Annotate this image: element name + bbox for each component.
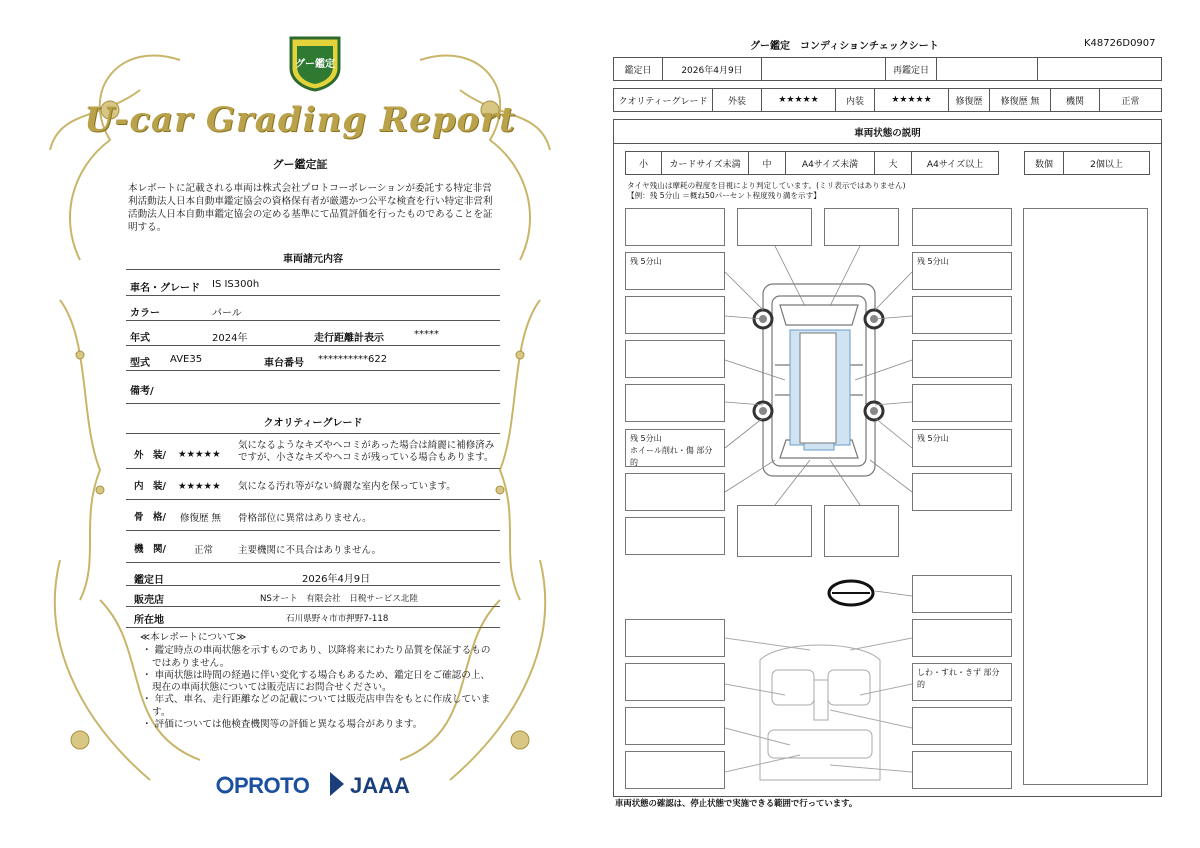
grade-label: 骨 格/ — [134, 512, 166, 523]
grade-desc: 気になるようなキズやヘコミがあった場合は綺麗に補修済みですが、小さなキズやヘコミが残っている場合もあります。 — [238, 440, 495, 463]
grade-value: ★★★★★ — [178, 481, 221, 492]
grade-row-exterior — [126, 436, 500, 469]
grade-desc: 骨格部位に異常はありません。 — [238, 513, 372, 524]
annotation-text: ホイール削れ・傷 部分的 — [630, 446, 713, 467]
spec-label: 備考/ — [130, 386, 154, 397]
legend-count: 数個 — [1024, 151, 1064, 175]
date-value-cell: 2026年4月9日 — [662, 57, 762, 81]
info-row-address — [126, 608, 500, 628]
grade-row-frame — [126, 501, 500, 531]
spec-row-name — [126, 272, 500, 296]
spec-row-year — [126, 322, 500, 346]
info-label: 鑑定日 — [134, 575, 164, 586]
interior-value: ★★★★★ — [874, 88, 949, 112]
note-item: ・ 評価については他検査機関等の評価と異なる場合があります。 — [142, 719, 423, 731]
spec-value: パール — [212, 308, 242, 319]
annotation-text: 残 5分山 — [917, 434, 949, 443]
annotation-text: 残 5分山 — [917, 257, 949, 266]
spec-value: **********622 — [318, 354, 388, 365]
footer-note: 車両状態の確認は、停止状態で実施できる範囲で行っています。 — [615, 798, 858, 808]
repair-history-value: 修復歴 無 — [989, 88, 1051, 112]
annotation-text: 残 5分山 — [630, 434, 662, 443]
recheck-label-cell: 再鑑定日 — [885, 57, 937, 81]
spec-value: AVE35 — [170, 354, 203, 365]
section-title: 車両状態の説明 — [613, 119, 1162, 144]
exterior-label: 外装 — [712, 88, 762, 112]
annotation-text: 残 5分山 — [630, 257, 662, 266]
badge-label: グー鑑定 — [295, 59, 335, 70]
info-row-date — [126, 565, 500, 586]
legend-small-desc: カードサイズ未満 — [661, 151, 749, 175]
legend-count-desc: 2個以上 — [1063, 151, 1150, 175]
spec-row-color — [126, 297, 500, 321]
legend-medium-desc: A4サイズ未満 — [785, 151, 875, 175]
report-code: K48726D0907 — [1084, 38, 1156, 49]
divider — [126, 269, 500, 270]
divider — [126, 433, 500, 434]
spec-value: ***** — [414, 329, 439, 340]
quality-grade-label: クオリティーグレード — [613, 88, 713, 112]
spec-label: カラー — [130, 308, 160, 319]
legend-small: 小 — [625, 151, 662, 175]
spec-label: 車台番号 — [264, 358, 304, 369]
spec-value: 2024年 — [212, 333, 248, 344]
tire-note: タイヤ残山は摩耗の程度を目視により判定しています。(ミリ表示ではありません) — [627, 181, 906, 190]
note-item: ・ 鑑定時点の車両状態を示すものであり、以降将来にわたり品質を保証するものではありません。 — [142, 645, 491, 669]
spec-row-remarks — [126, 372, 500, 404]
spec-label: 年式 — [130, 333, 150, 344]
info-label: 販売店 — [134, 595, 164, 606]
info-value: 2026年4月9日 — [302, 574, 371, 585]
grade-label: 内 装/ — [134, 481, 166, 492]
sheet-title: グー鑑定 コンディションチェックシート — [750, 41, 939, 52]
exterior-value: ★★★★★ — [761, 88, 836, 112]
tire-example-note: 【例：残 5分山 ＝概ね50パーセント程度残り溝を示す】 — [627, 191, 821, 200]
notes-title: ≪本レポートについて≫ — [140, 632, 247, 643]
info-value: 石川県野々市市押野7-118 — [286, 614, 389, 624]
grade-desc: 気になる汚れ等がない綺麗な室内を保っています。 — [238, 481, 456, 492]
info-label: 所在地 — [134, 615, 164, 626]
repair-history-label: 修復歴 — [948, 88, 990, 112]
interior-label: 内装 — [835, 88, 875, 112]
grade-value: 修復歴 無 — [180, 513, 222, 524]
info-row-dealer — [126, 587, 500, 607]
jaaa-logo-text: JAAA — [350, 773, 410, 798]
grade-label: 外 装/ — [134, 450, 166, 461]
vehicle-diagram — [600, 0, 1200, 848]
spec-label: 車名・グレード — [130, 283, 200, 294]
grade-label: 機 関/ — [134, 544, 166, 555]
legend-large-desc: A4サイズ以上 — [911, 151, 999, 175]
date-label-cell: 鑑定日 — [613, 57, 663, 81]
grade-heading: クオリティーグレード — [263, 418, 363, 429]
spec-label: 走行距離計表示 — [314, 333, 384, 344]
proto-logo-icon — [216, 775, 234, 795]
certificate-statement: 本レポートに記載される車両は株式会社プロトコーポレーションが委託する特定非営利活動法人日本自動車鑑定協会の資格保有者が厳選かつ公平な検査を行い特定非営利活動法人日本自動車鑑定協会の定める基準にて品質評価を行ったものであることを証明する。 — [128, 183, 493, 233]
grade-desc: 主要機関に不具合はありません。 — [238, 545, 382, 556]
legend-medium: 中 — [748, 151, 786, 175]
report-notes — [140, 632, 496, 731]
condition-check-sheet — [600, 0, 1200, 848]
grade-row-interior — [126, 470, 500, 500]
proto-logo-text: PROTO — [234, 773, 310, 798]
note-item: ・ 年式、車名、走行距離などの記載については販売店申告をもとに作成しています。 — [142, 694, 491, 718]
report-script-title: U-car Grading Report — [84, 100, 516, 140]
specs-heading: 車両諸元内容 — [283, 254, 343, 265]
annotation-text: しわ・すれ・きず 部分的 — [917, 668, 1000, 689]
spec-row-model — [126, 347, 500, 371]
note-item: ・ 車両状態は時間の経過に伴い変化する場合もあるため、鑑定日をご確認の上、現在の車両状態については販売店にお問合せください。 — [142, 669, 491, 694]
jaaa-logo-icon — [328, 770, 346, 798]
grade-value: ★★★★★ — [178, 449, 221, 460]
spec-value: IS IS300h — [212, 279, 260, 290]
engine-label: 機関 — [1050, 88, 1100, 112]
info-value: NSオート 有限会社 日税サービス北陸 — [260, 594, 418, 604]
grade-row-engine — [126, 532, 500, 563]
certificate-title: グー鑑定証 — [272, 158, 328, 171]
legend-large: 大 — [874, 151, 912, 175]
engine-value: 正常 — [1099, 88, 1162, 112]
grade-value: 正常 — [194, 545, 214, 556]
spec-label: 型式 — [130, 358, 150, 369]
